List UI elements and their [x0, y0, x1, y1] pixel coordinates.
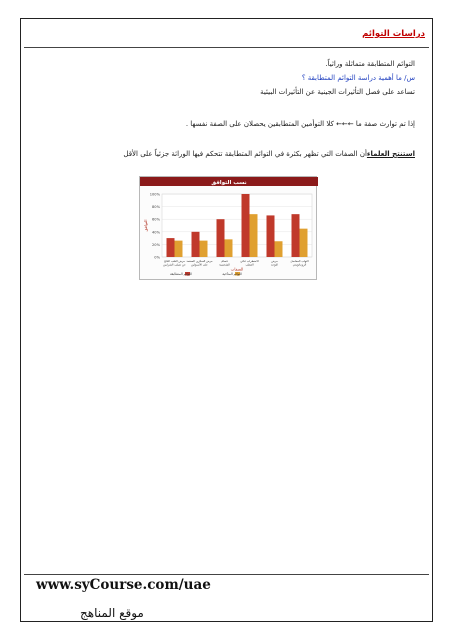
answer-line: تساعد على فصل التأثيرات الجينية عن التأثيرات البيئية — [260, 88, 415, 96]
y-tick-label: 100% — [149, 192, 160, 197]
x-tick-label-line2: التوحد — [270, 262, 279, 267]
x-tick-label-line2: الشخصية — [219, 262, 230, 267]
x-tick-label-line2: عن تصلب الشرايين — [163, 262, 186, 267]
bar — [242, 194, 250, 257]
bar — [275, 241, 283, 257]
x-tick-label-line2: القطب — [245, 262, 254, 267]
bar — [300, 229, 308, 257]
question-line: س/ ما أهمية دراسة التوائم المتطابقة ؟ — [301, 74, 415, 82]
legend-label: التوائم المتطابقة — [170, 272, 192, 276]
text-line-identical-twins: التوائم المتطابقة متماثلة وراثياً. — [325, 60, 415, 68]
conclusion-text: أن الصفات التي تظهر بكثرة في التوائم المتطابقة تتحكم فيها الوراثة جزئياً على الأقل — [123, 150, 367, 158]
y-tick-label: 80% — [152, 205, 160, 210]
y-tick-label: 0% — [154, 255, 160, 260]
bar — [250, 214, 258, 257]
chart-svg — [140, 177, 318, 281]
x-tick-label: مرض القلب الناتج — [164, 259, 185, 263]
y-tick-label: 40% — [152, 230, 160, 235]
footer-url[interactable]: www.syCourse.com/uae — [36, 577, 211, 593]
bar — [217, 219, 225, 257]
bar — [292, 214, 300, 257]
page-frame — [20, 18, 433, 622]
concordance-chart — [139, 176, 317, 280]
y-tick-label: 20% — [152, 242, 160, 247]
conclusion-line — [123, 150, 415, 158]
chart-title: نسب التوافق — [211, 180, 247, 186]
page-title: دراسات التوائم — [362, 29, 425, 39]
x-tick-label-line2: الروماتويدي — [292, 262, 307, 267]
x-tick-label-line2: على الأنسولين — [191, 262, 208, 267]
footer-rule — [24, 574, 429, 575]
bar — [225, 239, 233, 257]
header-rule — [24, 47, 429, 48]
legend-label: التوائم المتآخية — [222, 272, 242, 276]
plot-area — [162, 194, 312, 257]
x-tick-label: التهاب المفاصل — [290, 259, 309, 263]
x-tick-label: فصام — [221, 259, 228, 263]
bar — [267, 215, 275, 257]
x-tick-label: مرض السكري المعتمد — [186, 259, 213, 263]
x-axis-title: الصفات — [230, 266, 244, 272]
bar — [175, 241, 183, 257]
x-tick-label: مرض — [271, 259, 278, 263]
y-axis-title: التوافق — [143, 219, 148, 232]
bar — [200, 241, 208, 257]
footer-subtitle: موقع المناهج — [80, 606, 144, 620]
bar — [167, 238, 175, 257]
x-tick-label: الاضطراب ثنائي — [240, 259, 259, 263]
y-tick-label: 60% — [152, 217, 160, 222]
bar — [192, 232, 200, 257]
conclusion-label: استنتج العلماء — [366, 150, 415, 158]
note-line: إذا تم توارث صفة ما ←←← كلا التوأمين المتطابقين يحصلان على الصفة نفسها . — [185, 120, 415, 128]
